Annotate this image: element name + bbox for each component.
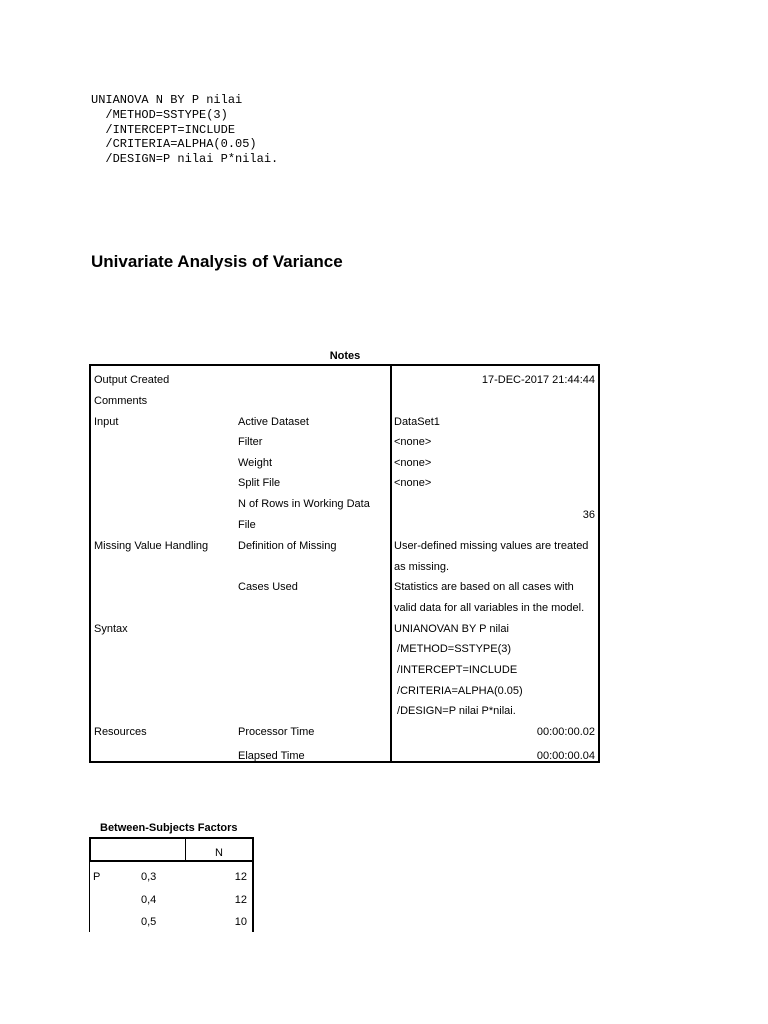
between-subjects-table [89,837,254,932]
split-file-label: Split File [238,477,281,489]
filter-label: Filter [238,436,263,448]
definition-missing-value-line1: User-defined missing values are treated [394,540,589,552]
elapsed-time-value: 00:00:00.04 [536,750,595,762]
notes-column-divider [390,366,392,761]
resources-label: Resources [94,726,147,738]
cases-used-value-line1: Statistics are based on all cases with [394,581,574,593]
table-border [89,837,91,862]
notes-caption: Notes [329,350,361,362]
syntax-line: UNIANOVA N BY P nilai [91,93,243,107]
header-n: N [215,847,223,859]
output-created-label: Output Created [94,374,170,386]
n-rows-label-line1: N of Rows in Working Data [238,498,370,510]
split-file-value: <none> [394,477,432,489]
processor-time-value: 00:00:00.02 [536,726,595,738]
syntax-line: /INTERCEPT=INCLUDE [91,122,236,137]
definition-missing-label: Definition of Missing [238,540,337,552]
missing-label: Missing Value Handling [94,540,209,552]
weight-value: <none> [394,457,432,469]
syntax-value-line: /INTERCEPT=INCLUDE [394,664,518,676]
factor-level: 0,3 [141,871,157,883]
table-border [89,837,254,839]
comments-label: Comments [94,395,148,407]
processor-time-label: Processor Time [238,726,315,738]
filter-value: <none> [394,436,432,448]
syntax-value-line: /METHOD=SSTYPE(3) [394,643,512,655]
weight-label: Weight [238,457,273,469]
input-label: Input [94,416,119,428]
definition-missing-value-line2: as missing. [394,561,450,573]
active-dataset-label: Active Dataset [238,416,309,428]
table-border [89,860,254,862]
n-rows-label-line2: File [238,519,256,531]
cases-used-label: Cases Used [238,581,298,593]
syntax-line: /METHOD=SSTYPE(3) [91,107,228,122]
table-border [185,837,186,862]
factor-count: 12 [234,894,247,906]
output-created-value: 17-DEC-2017 21:44:44 [481,374,595,386]
active-dataset-value: DataSet1 [394,416,440,428]
syntax-value-line: UNIANOVAN BY P nilai [394,623,509,635]
elapsed-time-label: Elapsed Time [238,750,305,762]
factor-level: 0,4 [141,894,157,906]
page-title: Univariate Analysis of Variance [91,252,343,271]
factor-count: 12 [234,871,247,883]
n-rows-value: 36 [582,509,595,521]
syntax-value-line: /CRITERIA=ALPHA(0.05) [394,685,523,697]
factor-label: P [93,871,101,883]
factor-level: 0,5 [141,916,157,928]
notes-table [89,364,600,763]
syntax-label: Syntax [94,623,128,635]
syntax-value-line: /DESIGN=P nilai P*nilai. [394,705,516,717]
between-subjects-caption: Between-Subjects Factors [100,822,238,834]
cases-used-value-line2: valid data for all variables in the model. [394,602,585,614]
factor-count: 10 [234,916,247,928]
syntax-line: /CRITERIA=ALPHA(0.05) [91,137,257,152]
syntax-line: /DESIGN=P nilai P*nilai. [91,152,279,167]
table-border [89,862,90,932]
table-border [252,837,254,932]
syntax-block [91,93,278,167]
